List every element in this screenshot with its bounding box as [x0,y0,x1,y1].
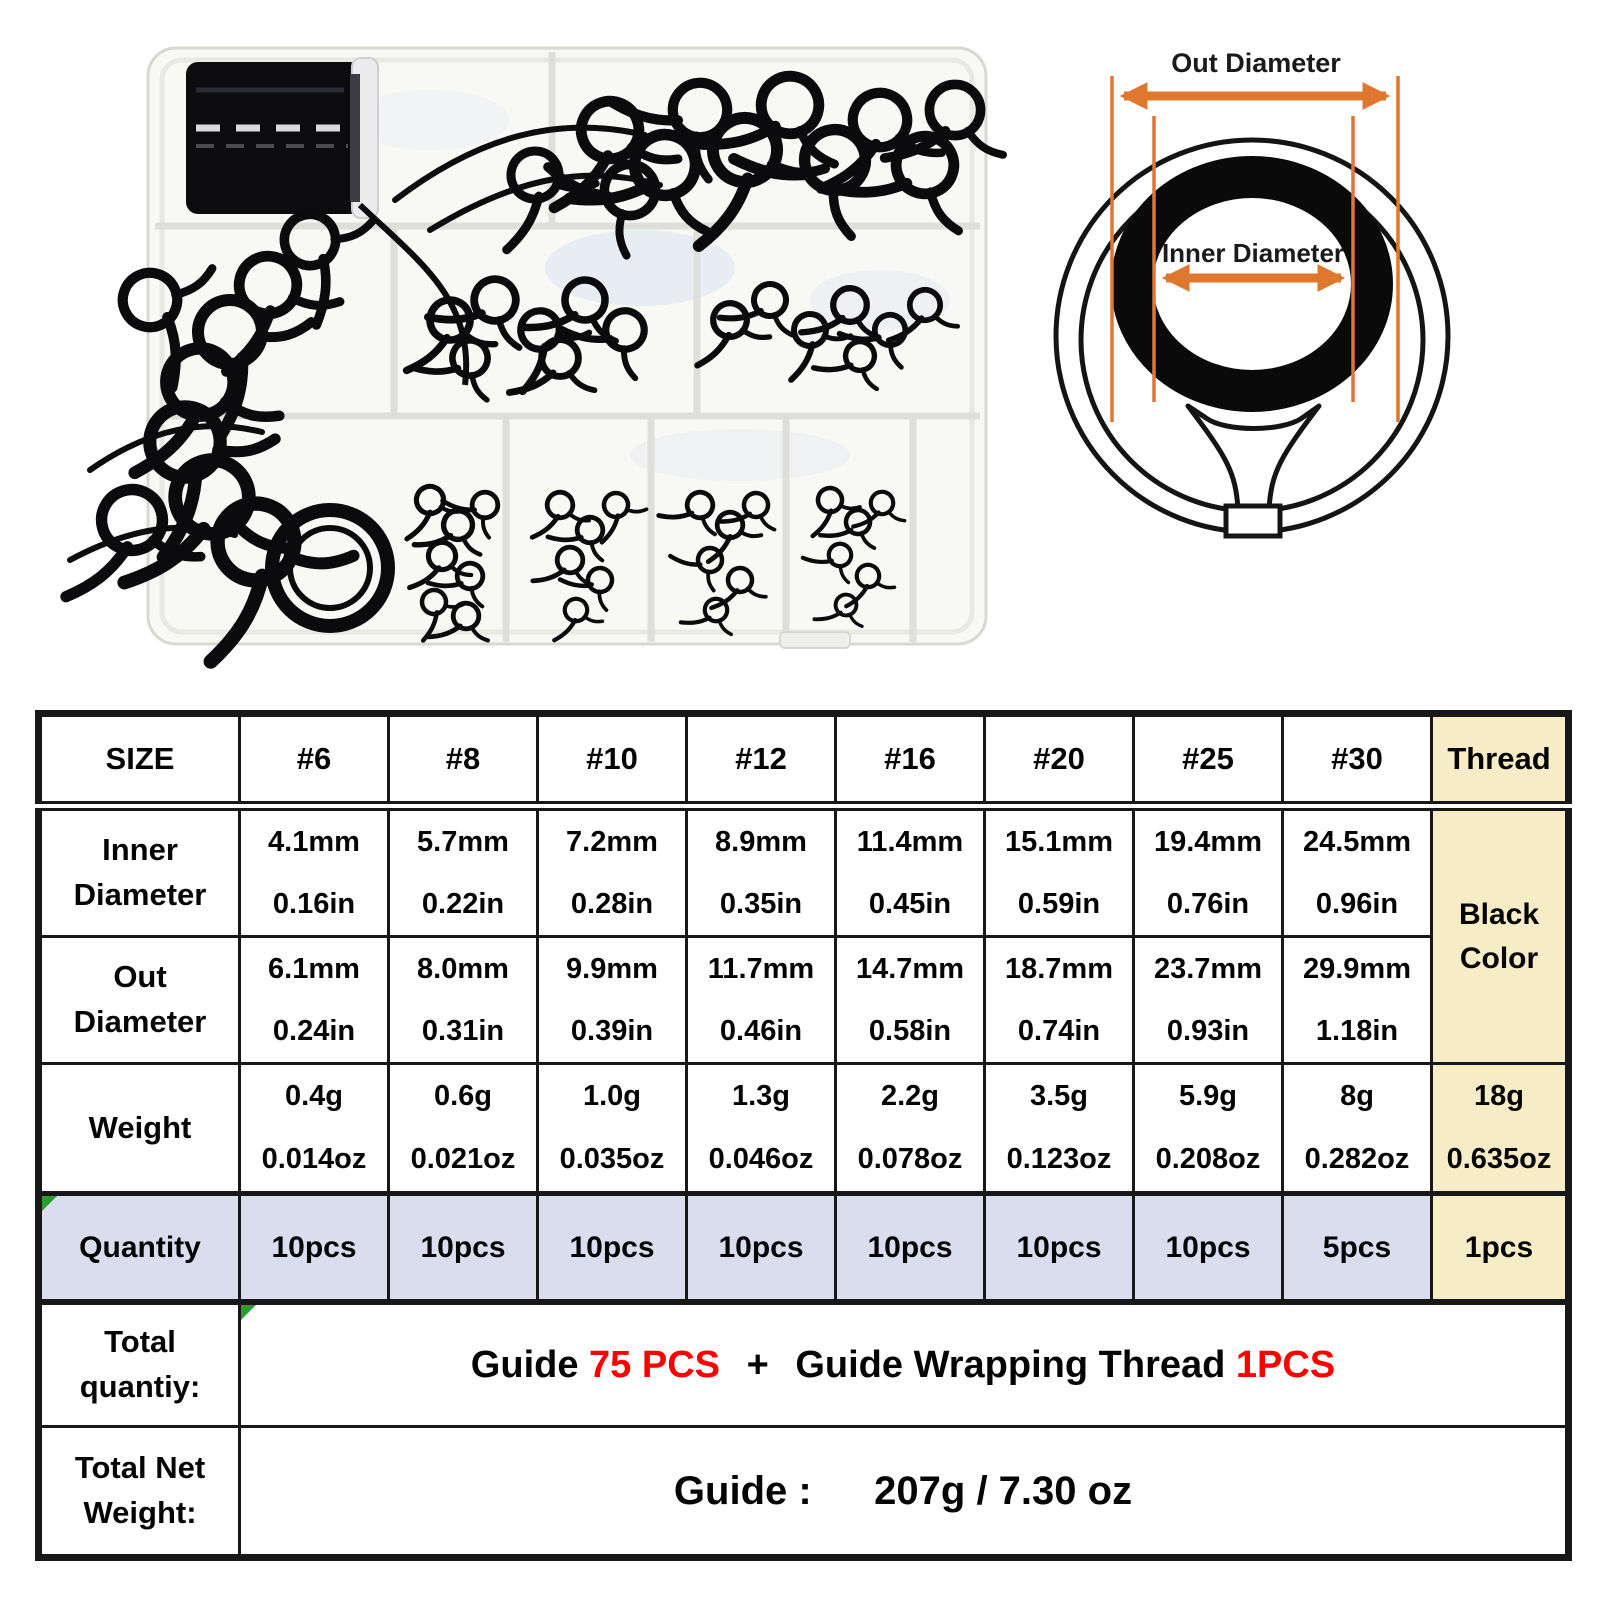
inner-diameter-label: Inner Diameter [1161,238,1345,268]
out-diameter-cell: 14.7mm 0.58in [836,937,985,1064]
size-col-header: #10 [538,714,687,807]
weight-cell: 1.3g 0.046oz [687,1064,836,1194]
green-corner-marker [42,1196,57,1211]
quantity-cell: 10pcs [687,1194,836,1303]
thread-color-cell: Black Color [1432,806,1569,1064]
inner-diameter-cell: 4.1mm 0.16in [240,806,389,937]
quantity-label-cell: Quantity [39,1194,240,1303]
total-quantity-label-cell: Total quantiy: [39,1302,240,1427]
total-quantity-value-cell [240,1302,1569,1427]
out-diameter-cell: 29.9mm 1.18in [1283,937,1432,1064]
out-diameter-cell: 18.7mm 0.74in [985,937,1134,1064]
weight-cell: 1.0g 0.035oz [538,1064,687,1194]
out-diameter-row [39,937,1569,1064]
inner-diameter-cell: 7.2mm 0.28in [538,806,687,937]
total-net-weight-label-cell: Total Net Weight: [39,1427,240,1558]
inner-diameter-cell: 24.5mm 0.96in [1283,806,1432,937]
quantity-cell: 10pcs [389,1194,538,1303]
out-diameter-cell: 8.0mm 0.31in [389,937,538,1064]
quantity-row [39,1194,1569,1303]
thread-quantity-cell: 1pcs [1432,1194,1569,1303]
total-quantity-row [39,1302,1569,1427]
weight-cell: 0.6g 0.021oz [389,1064,538,1194]
quantity-cell: 10pcs [240,1194,389,1303]
guide-foot [1226,506,1280,536]
guide-frame [1056,140,1448,532]
total-thread-count: 1PCS [1235,1343,1336,1386]
weight-row [39,1064,1569,1194]
size-col-header: #16 [836,714,985,807]
guide-diameter-diagram [1020,10,1600,700]
row-label: Diameter [73,1004,207,1039]
net-guide-label: Guide : [673,1468,812,1513]
out-diameter-label: Out Diameter [1171,48,1341,78]
weight-cell: 3.5g 0.123oz [985,1064,1134,1194]
size-col-header: #20 [985,714,1134,807]
row-label: Out [113,959,167,995]
row-label: Diameter [73,877,207,912]
quantity-cell: 5pcs [1283,1194,1432,1303]
total-guide-count: 75 PCS [589,1343,721,1386]
weight-cell: 8g 0.282oz [1283,1064,1432,1194]
quantity-cell: 10pcs [1134,1194,1283,1303]
size-col-header: #30 [1283,714,1432,807]
total-thread-text: Guide Wrapping Thread [795,1343,1226,1386]
plus-sign: + [746,1343,769,1386]
inner-diameter-cell: 5.7mm 0.22in [389,806,538,937]
box-clasp [780,632,850,648]
table-header-row [39,714,1569,807]
quantity-cell: 10pcs [836,1194,985,1303]
total-guide-text: Guide [470,1343,579,1386]
out-diameter-cell: 11.7mm 0.46in [687,937,836,1064]
green-corner-marker [241,1305,256,1320]
weight-cell: 2.2g 0.078oz [836,1064,985,1194]
inner-diameter-cell: 19.4mm 0.76in [1134,806,1283,937]
inner-diameter-cell: 15.1mm 0.59in [985,806,1134,937]
weight-cell: 5.9g 0.208oz [1134,1064,1283,1194]
inner-diameter-label-cell [39,806,240,937]
net-weight-value: 207g / 7.30 oz [874,1468,1133,1513]
size-col-header: #8 [389,714,538,807]
total-net-weight-value-cell [240,1427,1569,1558]
quantity-cell: 10pcs [985,1194,1134,1303]
out-diameter-cell: 23.7mm 0.93in [1134,937,1283,1064]
row-label: Inner [102,832,178,868]
kit-photo [0,0,1020,700]
inner-diameter-cell: 11.4mm 0.45in [836,806,985,937]
size-header-cell: SIZE [39,714,240,807]
spec-table [35,710,1572,1561]
size-col-header: #12 [687,714,836,807]
quantity-cell: 10pcs [538,1194,687,1303]
out-diameter-label-cell [39,937,240,1064]
size-col-header: #25 [1134,714,1283,807]
weight-cell: 0.4g 0.014oz [240,1064,389,1194]
inner-diameter-cell: 8.9mm 0.35in [687,806,836,937]
thread-header-cell: Thread [1432,714,1569,807]
out-diameter-cell: 6.1mm 0.24in [240,937,389,1064]
out-diameter-cell: 9.9mm 0.39in [538,937,687,1064]
total-net-weight-row [39,1427,1569,1558]
size-col-header: #6 [240,714,389,807]
weight-label-cell: Weight [39,1064,240,1194]
thread-weight-cell: 18g 0.635oz [1432,1064,1569,1194]
inner-diameter-row [39,806,1569,937]
